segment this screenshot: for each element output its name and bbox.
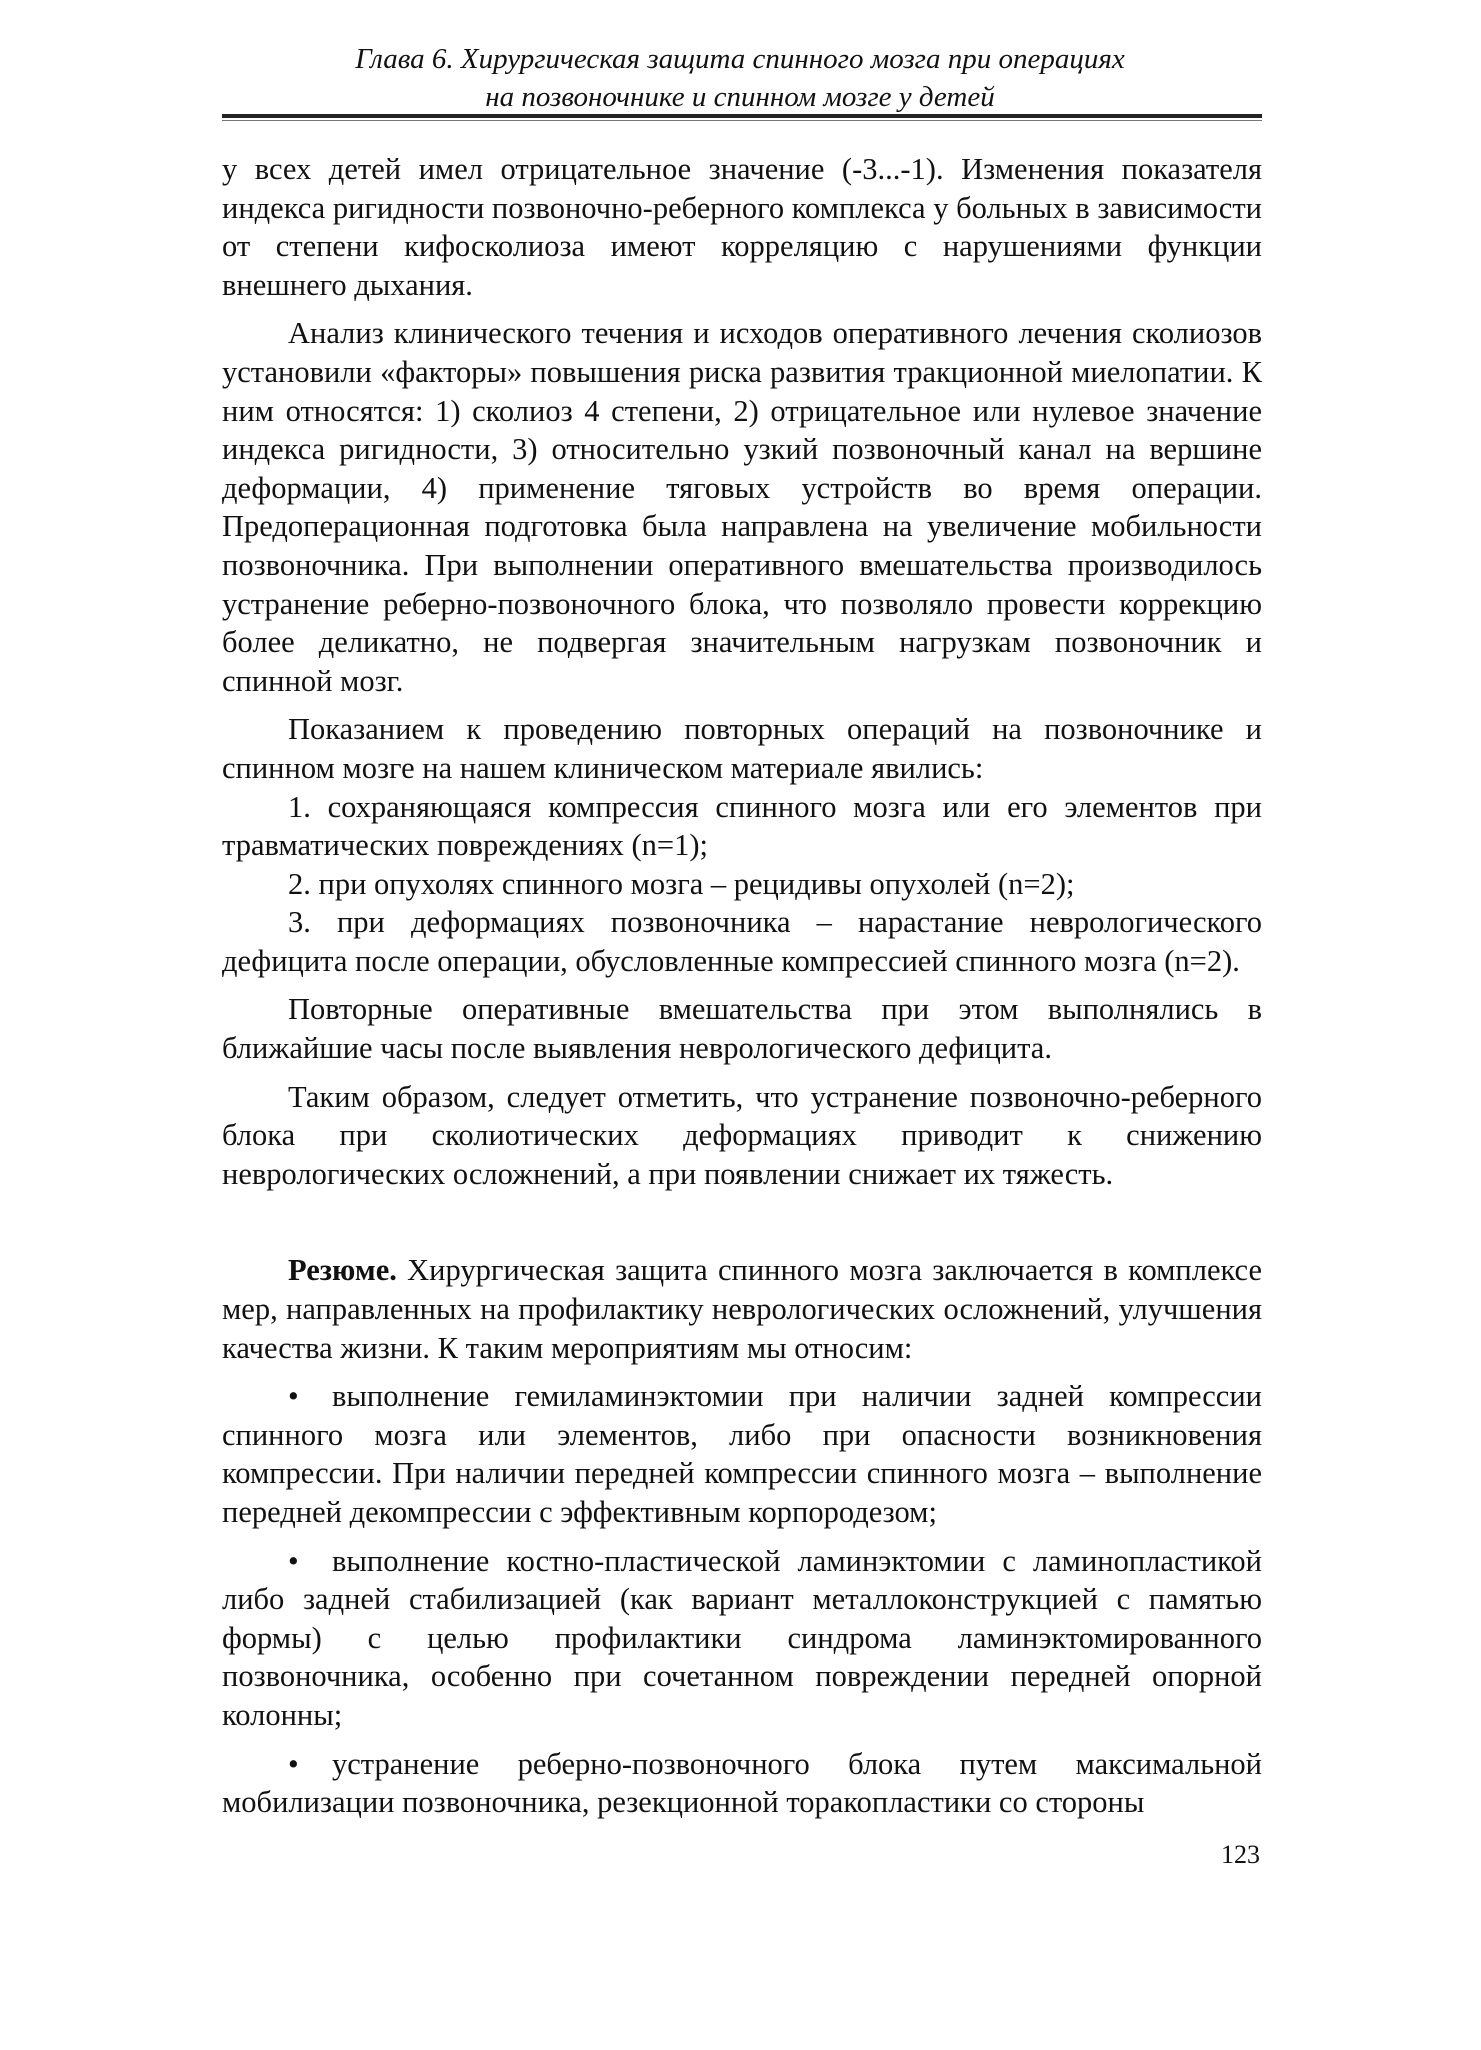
running-header-line-2: на позвоночнике и спинном мозге у детей (485, 81, 995, 113)
header-rule-thin (222, 120, 1262, 121)
header-rule (222, 114, 1262, 118)
bullet-icon: • (288, 1543, 299, 1578)
paragraph-analysis: Анализ клинического течения и исходов оперативного лечения сколиозов установили «факторы» повышения риска развития тракционной миелопатии. К ним относятся: 1) сколиоз 4 степени, 2) отрицательное или нулевое значение индекса ригидности, 3) относительно узкий позвоночный канал на вершине деформации, 4) применение тяговых устройств во время операции. Предоперационная подготовка была направлена на увеличение мобильности позвоночника. При выполнении оперативного вмешательства производилось устранение реберно-позвоночного блока, что позволяло провести коррекцию более деликатно, не подвергая значительным нагрузкам позвоночник и спинной мозг. (222, 316, 1262, 698)
summary-label: Резюме. (288, 1253, 397, 1288)
list-item-1: 1. сохраняющаяся компрессия спинного мозга или его элементов при травматических повреждениях (n=1); (222, 789, 1262, 863)
bullet-icon: • (288, 1379, 299, 1414)
body-text (222, 150, 1262, 1822)
paragraph-continuation: у всех детей имел отрицательное значение (-3...-1). Изменения показателя индекса ригидности позвоночно-реберного комплекса у больных в зависимости от степени кифосколиоза имеют корреляцию с нарушениями функции внешнего дыхания. (222, 152, 1262, 302)
bullet-item-1 (222, 1377, 1262, 1531)
bullet-icon: • (288, 1746, 299, 1781)
running-header (220, 40, 1260, 116)
paragraph-indications: Показанием к проведению повторных операций на позвоночнике и спинном мозге на нашем клиническом материале явились: (222, 712, 1262, 785)
paragraph-conclusion: Таким образом, следует отметить, что устранение позвоночно-реберного блока при сколиотических деформациях приводит к снижению неврологических осложнений, а при появлении снижает их тяжесть. (222, 1079, 1262, 1191)
bullet-item-text: устранение реберно-позвоночного блока путем максимальной мобилизации позвоночника, резекционной торакопластики со стороны (222, 1746, 1262, 1820)
paragraph-repeat-operations: Повторные оперативные вмешательства при этом выполнялись в ближайшие часы после выявления неврологического дефицита. (222, 992, 1262, 1066)
summary-text: Хирургическая защита спинного мозга заключается в комплексе мер, направленных на профилактику неврологических осложнений, улучшения качества жизни. К таким мероприятиям мы относим: (222, 1253, 1262, 1365)
bullet-item-2 (222, 1542, 1262, 1735)
bullet-item-text: выполнение гемиламинэктомии при наличии задней компрессии спинного мозга или элементов, либо при опасности возникновения компрессии. При наличии передней компрессии спинного мозга – выполнение передней декомпрессии с эффективным корпородезом; (222, 1379, 1262, 1529)
list-item-3: 3. при деформациях позвоночника – нарастание неврологического дефицита после операции, обусловленные компрессией спинного мозга (n=2). (222, 905, 1262, 978)
bullet-item-text: выполнение костно-пластической ламинэктомии с ламинопластикой либо задней стабилизацией (как вариант металлоконструкцией с памятью формы) с целью профилактики синдрома ламинэктомированного позвоночника, особенно при сочетанном повреждении передней опорной колонны; (222, 1543, 1262, 1732)
list-item-2: 2. при опухолях спинного мозга – рецидивы опухолей (n=2); (288, 866, 1075, 901)
page-number: 123 (1221, 1840, 1260, 1869)
running-header-line-1: Глава 6. Хирургическая защита спинного мозга при операциях (355, 43, 1125, 75)
summary-paragraph (222, 1251, 1262, 1367)
bullet-item-3 (222, 1745, 1262, 1822)
